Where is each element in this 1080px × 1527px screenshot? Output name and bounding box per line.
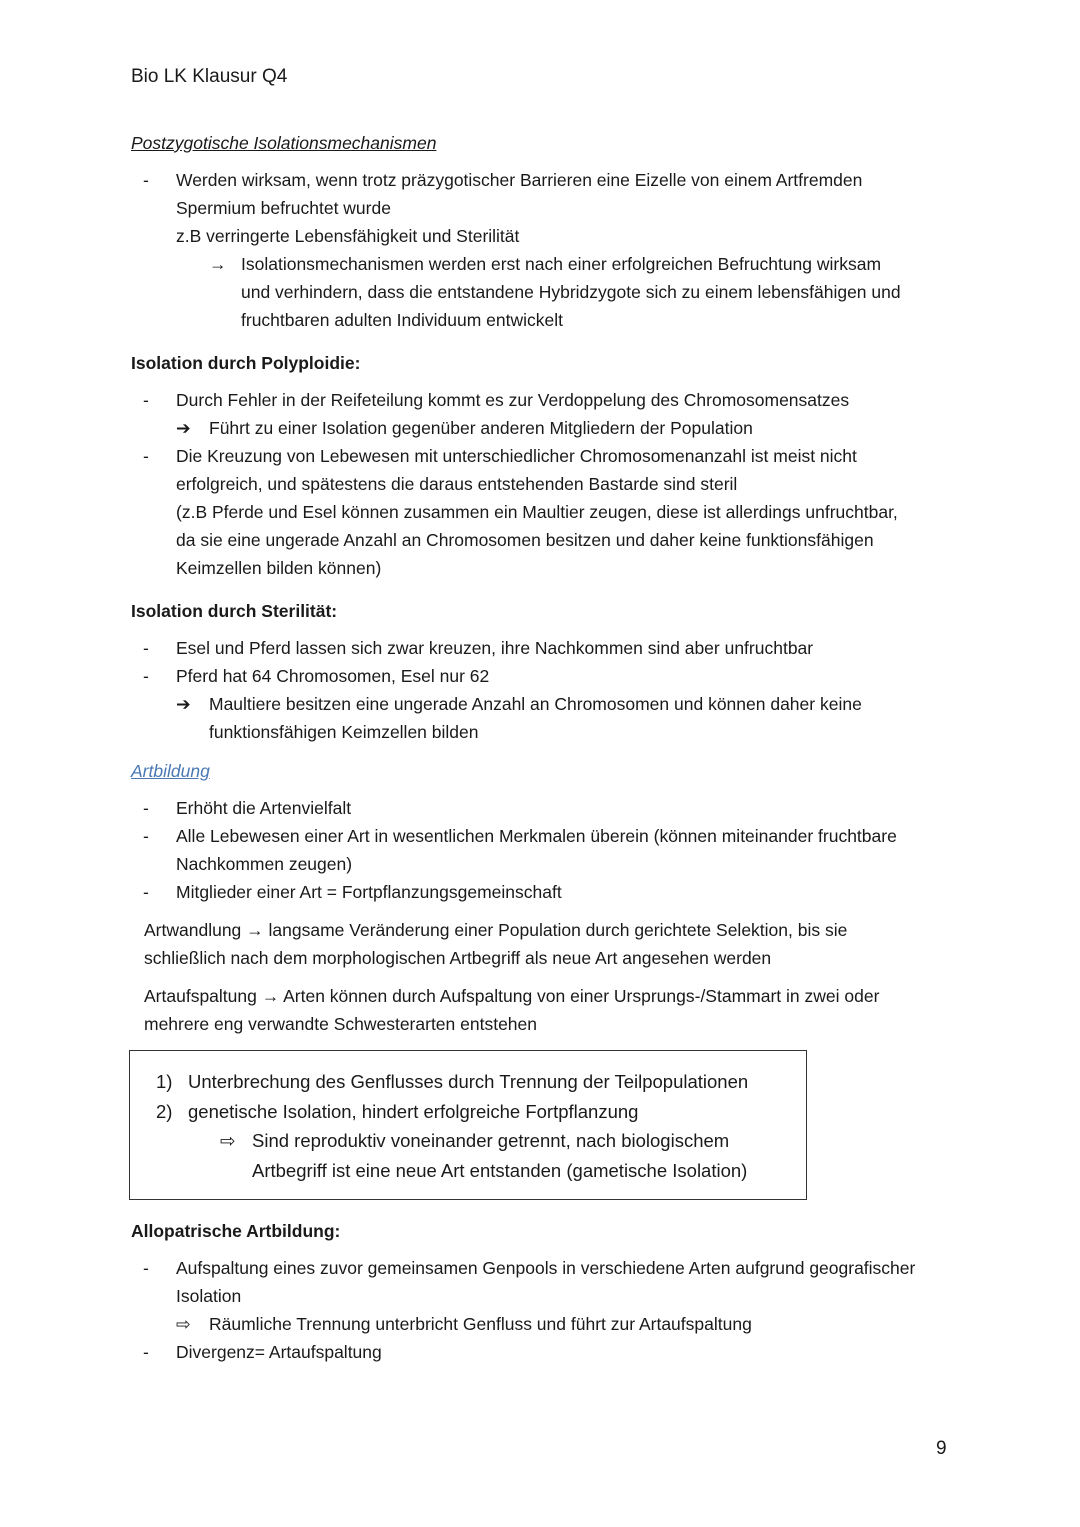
arrow-note <box>209 250 961 334</box>
list-item <box>131 634 961 662</box>
heading-postzygotic: Postzygotische Isolationsmechanismen <box>131 133 437 153</box>
list-item <box>156 1097 806 1127</box>
heading-sterilitaet: Isolation durch Sterilität: <box>131 601 338 621</box>
paragraph-artwandlung <box>144 916 961 972</box>
text-line: Artbegriff ist eine neue Art entstanden (gametische Isolation) <box>252 1159 748 1181</box>
paragraph-artaufspaltung <box>144 982 961 1038</box>
arrow-note <box>176 1310 961 1338</box>
text-line: Sind reproduktiv voneinander getrennt, nach biologischem <box>252 1130 730 1151</box>
list-item <box>131 386 961 442</box>
arrow-icon: ➔ <box>176 694 191 714</box>
text-line: - Die Kreuzung von Lebewesen mit unterschiedlicher Chromosomenanzahl ist meist nicht <box>176 446 857 466</box>
text-line: - Aufspaltung eines zuvor gemeinsamen Genpools in verschiedene Arten aufgrund geografischer <box>176 1258 916 1278</box>
text-line: Artaufspaltung → Arten können durch Aufspaltung von einer Ursprungs-/Stammart in zwei oder <box>144 986 880 1006</box>
text-line: z.B verringerte Lebensfähigkeit und Sterilität <box>176 226 520 246</box>
text-line: da sie eine ungerade Anzahl an Chromosomen besitzen und daher keine funktionsfähigen <box>176 530 874 550</box>
hollow-arrow-icon: ⇨ <box>220 1130 236 1151</box>
list-polyploidie <box>131 386 961 582</box>
list-sterilitaet <box>131 634 961 746</box>
arrow-icon: ➔ <box>176 418 191 438</box>
text-line: Spermium befruchtet wurde <box>176 198 391 218</box>
list-artbildung <box>131 794 961 906</box>
page-header: Bio LK Klausur Q4 <box>131 66 288 87</box>
text-line: - Alle Lebewesen einer Art in wesentlichen Merkmalen überein (können miteinander fruchtbare <box>176 826 897 846</box>
text-line: Räumliche Trennung unterbricht Genfluss und führt zur Artaufspaltung <box>209 1314 752 1334</box>
list-item <box>131 1338 961 1366</box>
arrow-note <box>220 1126 806 1185</box>
page-number: 9 <box>936 1438 947 1459</box>
heading-artbildung[interactable]: Artbildung <box>131 761 210 781</box>
text-line: Artwandlung → langsame Veränderung einer Population durch gerichtete Selektion, bis sie <box>144 920 848 940</box>
list-postzygotic <box>131 166 961 334</box>
text-line: (z.B Pferde und Esel können zusammen ein Maultier zeugen, diese ist allerdings unfruchtbar, <box>176 502 898 522</box>
text-line: schließlich nach dem morphologischen Artbegriff als neue Art angesehen werden <box>144 948 772 968</box>
text-line: Keimzellen bilden können) <box>176 558 382 578</box>
hollow-arrow-icon: ⇨ <box>176 1314 191 1334</box>
list-item <box>131 822 961 878</box>
heading-allopatrisch: Allopatrische Artbildung: <box>131 1221 341 1241</box>
arrow-note <box>176 414 961 442</box>
list-item <box>131 166 961 334</box>
arrow-note <box>176 690 961 746</box>
text-line: - Pferd hat 64 Chromosomen, Esel nur 62 <box>176 666 490 686</box>
text-line: Isolation <box>176 1286 242 1306</box>
list-allopatrisch <box>131 1254 961 1366</box>
numbered-list <box>156 1067 806 1126</box>
text-line: Maultiere besitzen eine ungerade Anzahl an Chromosomen und können daher keine <box>209 694 862 714</box>
list-item <box>131 878 961 906</box>
text-line: mehrere eng verwandte Schwesterarten entstehen <box>144 1014 538 1034</box>
list-item <box>131 662 961 746</box>
text-line: Isolationsmechanismen werden erst nach einer erfolgreichen Befruchtung wirksam <box>241 254 882 274</box>
text-line: erfolgreich, und spätestens die daraus entstehenden Bastarde sind steril <box>176 474 738 494</box>
text-line: funktionsfähigen Keimzellen bilden <box>209 722 479 742</box>
list-item <box>131 794 961 822</box>
text-line: - Durch Fehler in der Reifeteilung kommt es zur Verdoppelung des Chromosomensatzes <box>176 390 850 410</box>
text-line: und verhindern, dass die entstandene Hybridzygote sich zu einem lebensfähigen und <box>241 282 901 302</box>
text-line: - Esel und Pferd lassen sich zwar kreuzen, ihre Nachkommen sind aber unfruchtbar <box>176 638 814 658</box>
text-line: fruchtbaren adulten Individuum entwickelt <box>241 310 563 330</box>
text-line: - Werden wirksam, wenn trotz präzygotischer Barrieren eine Eizelle von einem Artfremden <box>176 170 863 190</box>
list-item <box>131 1254 961 1338</box>
list-item <box>131 442 961 582</box>
text-line: - Mitglieder einer Art = Fortpflanzungsgemeinschaft <box>176 882 562 902</box>
text-line: genetische Isolation, hindert erfolgreiche Fortpflanzung <box>188 1100 639 1122</box>
text-line: Nachkommen zeugen) <box>176 854 353 874</box>
summary-box <box>129 1050 807 1200</box>
list-number: 1) <box>156 1071 173 1092</box>
arrow-icon: → <box>209 254 227 274</box>
text-line: - Erhöht die Artenvielfalt <box>176 798 352 818</box>
text-line: Unterbrechung des Genflusses durch Trennung der Teilpopulationen <box>188 1071 749 1092</box>
document-body <box>131 132 961 1366</box>
list-number: 2) <box>156 1100 173 1122</box>
list-item <box>156 1067 806 1097</box>
text-line: Führt zu einer Isolation gegenüber anderen Mitgliedern der Population <box>209 418 753 438</box>
heading-polyploidie: Isolation durch Polyploidie: <box>131 353 361 373</box>
text-line: - Divergenz= Artaufspaltung <box>176 1342 382 1362</box>
